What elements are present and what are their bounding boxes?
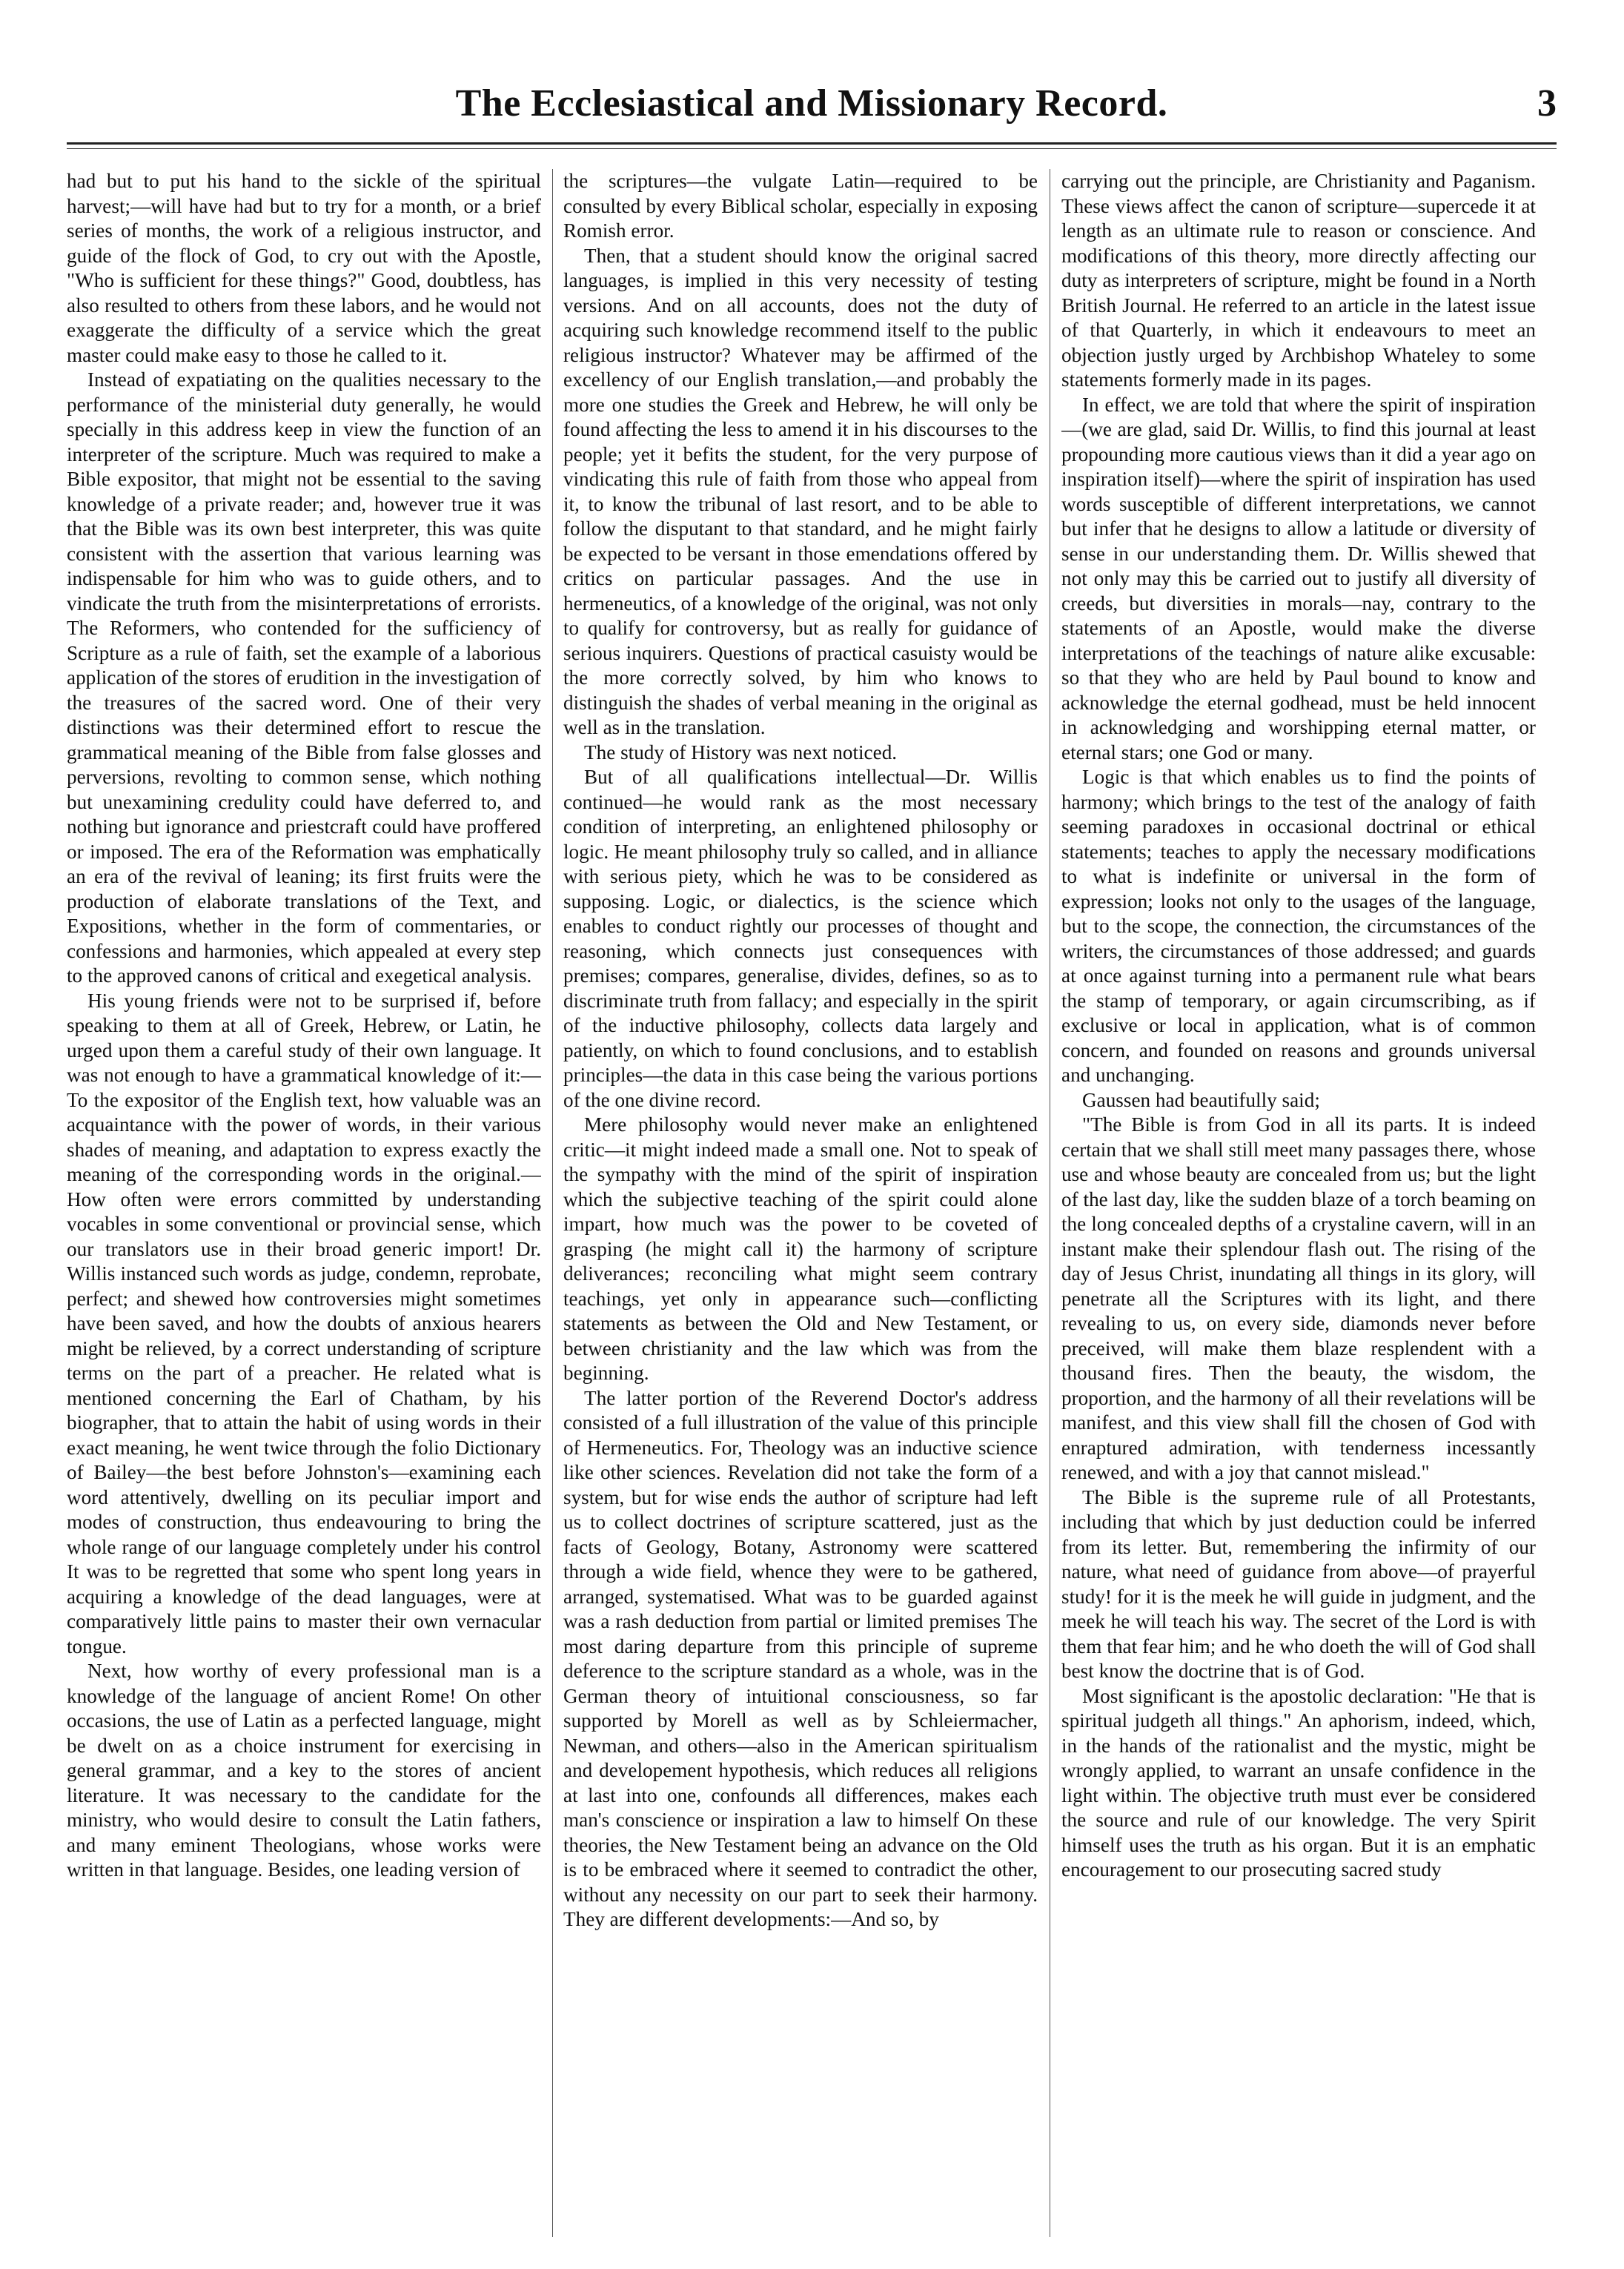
paragraph: The latter portion of the Reverend Doctor's address consisted of a full illustration of the value of this principle of Hermeneutics. For, Theology was an inductive science like other sciences. Revelation did not take the form of a system, but for wise ends the author of scripture had left us to collect doctrines of scripture scattered, just as the facts of Geology, Botany, Astronomy were scattered through a wide field, whence they were to be gathered, arranged, systematised. What was to be guarded against was a rash deduction from partial or limited premises The most daring departure from this principle of supreme deference to the scripture standard as a whole, was in the German theory of intuitional consciousness, so far supported by Morell as well as by Schleiermacher, Newman, and others—also in the American spiritualism and developement hypothesis, which reduces all religions at last into one, confounds all differences, makes each man's conscience or inspiration a law to himself On these theories, the New Testament being an advance on the Old is to be embraced where it seemed to contradict the other, without any necessity on our part to seek their harmony. They are different developments:—And so, by (563, 1386, 1038, 1930)
paragraph: the scriptures—the vulgate Latin—required to be consulted by every Biblical scholar, especially in exposing Romish error. (563, 170, 1038, 242)
paragraph: Logic is that which enables us to find the points of harmony; which brings to the test of the analogy of faith seeming paradoxes in occasional doctrinal or ethical statements; teaches to apply the necessary modifications to what is indefinite or universal in the form of expression; looks not only to the usages of the language, but to the scope, the connection, the circumstances of the writers, the circumstances of those addressed; and guards at once against turning into a permanent rule what bears the stamp of temporary, or again circumscribing, as if exclusive or local in application, what is of common concern, and founded on reasons and grounds universal and unchanging. (1061, 766, 1536, 1086)
paragraph: Instead of expatiating on the qualities necessary to the performance of the ministerial duty generally, he would specially in this address keep in view the function of an interpreter of the scripture. Much was required to make a Bible expositor, that might not be essential to the saving knowledge of a private reader; and, however true it was that the Bible was its own best interpreter, this was quite consistent with the assertion that various learning was indispensable for him who was to guide others, and to vindicate the truth from the misinterpretations of errorists. The Reformers, who contended for the sufficiency of Scripture as a rule of faith, set the example of a laborious application of the stores of erudition in the investigation of the treasures of the sacred word. One of their very distinctions was their determined effort to rescue the grammatical meaning of the Bible from false glosses and perversions, revolting to common sense, which nothing but unexamining credulity could have deferred to, and nothing but ignorance and priestcraft could have proffered or imposed. The era of the Reformation was emphatically an era of the revival of leaning; its first fruits were the production of elaborate translations of the Text, and Expositions, whether in the form of commentaries, or confessions and harmonies, which appealed at every step to the approved canons of critical and exegetical analysis. (67, 368, 541, 987)
paragraph: The study of History was next noticed. (584, 741, 898, 763)
paragraph: The Bible is the supreme rule of all Protestants, including that which by just deduction could be inferred from its letter. But, remembering the infirmity of our nature, what need of guidance from above—of prayerful study! for it is the meek he will guide in judgment, and the meek he will teach his way. The secret of the Lord is with them that fear him; and he who doeth the will of God shall best know the doctrine that is of God. (1061, 1485, 1536, 1682)
column-2 (563, 169, 1038, 2237)
paragraph: Most significant is the apostolic declaration: "He that is spiritual judgeth all things." An aphorism, indeed, which, in the hands of the rationalist and the mystic, might be wrongly applied, to warrant an unsafe confidence in the light within. The objective truth must ever be considered the source and rule of our knowledge. The very Spirit himself uses the truth as his organ. But it is an emphatic encouragement to our prosecuting sacred study (1061, 1684, 1536, 1881)
header-rule-thin (67, 148, 1557, 149)
column-divider (552, 169, 553, 2237)
page-number: 3 (1537, 82, 1557, 125)
paragraph: carrying out the principle, are Christianity and Paganism. These views affect the canon of scripture—supercede it at length as an ultimate rule to reason or conscience. And modifications of this theory, more directly affecting our duty as interpreters of scripture, might be found in a North British Journal. He referred to an article in the latest issue of that Quarterly, in which it endeavours to meet an objection justly urged by Archbishop Whateley to some statements formerly made in its pages. (1061, 170, 1536, 391)
masthead-title: The Ecclesiastical and Missionary Record. (455, 82, 1168, 125)
page-header (67, 82, 1557, 141)
paragraph: His young friends were not to be surprised if, before speaking to them at all of Greek, Hebrew, or Latin, he urged upon them a careful study of their own language. It was not enough to have a grammatical knowledge of it:—To the expositor of the English text, how valuable was an acquaintance with the power of words, in their various shades of meaning, and adaptation to express exactly the meaning of the corresponding words in the original.—How often were errors committed by understanding vocables in some conventional or provincial sense, which our translators use in their broad generic import! Dr. Willis instanced such words as judge, condemn, reprobate, perfect; and shewed how controversies might sometimes have been saved, and how the doubts of anxious hearers might be relieved, by a correct understanding of scripture terms on the part of a preacher. He related what is mentioned concerning the Earl of Chatham, by his biographer, that to attain the habit of using words in their exact meaning, he went twice through the folio Dictionary of Bailey—the best before Johnston's—examining each word attentively, dwelling on its peculiar import and modes of construction, thus endeavouring to bring the whole range of our language completely under his control It was to be regretted that some who spent long years in acquiring a knowledge of the dead languages, were at comparatively little pains to master their own vernacular tongue. (67, 989, 541, 1657)
paragraph: In effect, we are told that where the spirit of inspiration—(we are glad, said Dr. Willis, to find this journal at least propounding more cautious views than it did a year ago on inspiration itself)—where the spirit of inspiration has used words susceptible of different interpretations, we cannot but infer that he designs to allow a latitude or diversity of sense in our understanding them. Dr. Willis shewed that not only may this be carried out to justify all diversity of creeds, but diversities in morals—nay, contrary to the statements of an Apostle, would make the diverse interpretations of the teachings of nature alike excusable: so that they who are held by Paul bound to know and acknowledge the eternal godhead, must be held innocent in acknowledging and worshipping eternal matter, or eternal stars; one God or many. (1061, 393, 1536, 763)
paragraph: Gaussen had beautifully said; (1082, 1088, 1320, 1111)
paragraph: had but to put his hand to the sickle of the spiritual harvest;—will have had but to try for a month, or a brief series of months, the work of a religious instructor, and guide of the flock of God, to cry out with the Apostle, "Who is sufficient for these things?" Good, doubtless, has also resulted to others from these labors, and he would not exaggerate the difficulty of a service which the great master could make easy to those he called to it. (67, 170, 541, 366)
paragraph: Next, how worthy of every professional man is a knowledge of the language of ancient Rome! On other occasions, the use of Latin as a perfected language, might be dwelt on as a choice instrument for exercising in general grammar, and a key to the stores of ancient literature. It was necessary to the candidate for the ministry, who would desire to consult the Latin fathers, and many eminent Theologians, whose works were written in that language. Besides, one leading version of (67, 1660, 541, 1881)
column-1 (67, 169, 541, 2237)
paragraph: Then, that a student should know the original sacred languages, is implied in this very necessity of testing versions. And on all accounts, does not the duty of acquiring such knowledge recommend itself to the public religious instructor? Whatever may be affirmed of the excellency of our English translation,—and probably the more one studies the Greek and Hebrew, he will only be found affecting the less to amend it in his discourses to the people; yet it befits the student, for the very purpose of vindicating this rule of faith from those who appeal from it, to know the tribunal of last resort, and to be able to follow the disputant to that standard, and he might fairly be expected to be versant in those emendations offered by critics on particular passages. And the use in hermeneutics, of a knowledge of the original, was not only to qualify for controversy, but as really for guidance of serious inquirers. Questions of practical casuisty would be the more correctly solved, by him who knows to distinguish the shades of verbal meaning in the original as well as in the translation. (563, 244, 1038, 738)
column-3 (1061, 169, 1536, 2237)
paragraph: But of all qualifications intellectual—Dr. Willis continued—he would rank as the most necessary condition of interpreting, an enlightened philosophy or logic. He meant philosophy truly so called, and in alliance with serious piety, which he was to be considered as supposing. Logic, or dialectics, is the science which enables to conduct rightly our processes of thought and reasoning, which connects just consequences with premises; compares, generalise, divides, defines, so as to discriminate truth from fallacy; and especially in the spirit of the inductive philosophy, collects data largely and patiently, on which to found conclusions, and to establish principles—the data in this case being the various portions of the one divine record. (563, 766, 1038, 1111)
header-rule-thick (67, 142, 1557, 145)
block-quote: "The Bible is from God in all its parts. It is indeed certain that we shall still meet many passages there, whose use and whose beauty are concealed from us; but the light of the last day, like the sudden blaze of a torch beaming on the long concealed depths of a crystaline cavern, will in an instant make their splendour flash out. The rising of the day of Jesus Christ, inundating all things in its glory, will penetrate all the Scriptures with its light, and there revealing to us, on every side, diamonds never before preceived, will make them blaze resplendent with a thousand fires. Then the beauty, the wisdom, the proportion, and the harmony of all their revelations will be manifest, and this view shall fill the chosen of God with enraptured admiration, with tenderness incessantly renewed, and with a joy that cannot mislead." (1061, 1113, 1536, 1483)
paragraph: Mere philosophy would never make an enlightened critic—it might indeed made a small one. Not to speak of the sympathy with the mind of the spirit of inspiration which the subjective teaching of the spirit could alone impart, how much was the power to be coveted of grasping (he might call it) the harmony of scripture deliverances; reconciling what might seem contrary teachings, yet only in appearance such—conflicting statements as between the Old and New Testament, or between christianity and the law which was from the beginning. (563, 1113, 1038, 1384)
